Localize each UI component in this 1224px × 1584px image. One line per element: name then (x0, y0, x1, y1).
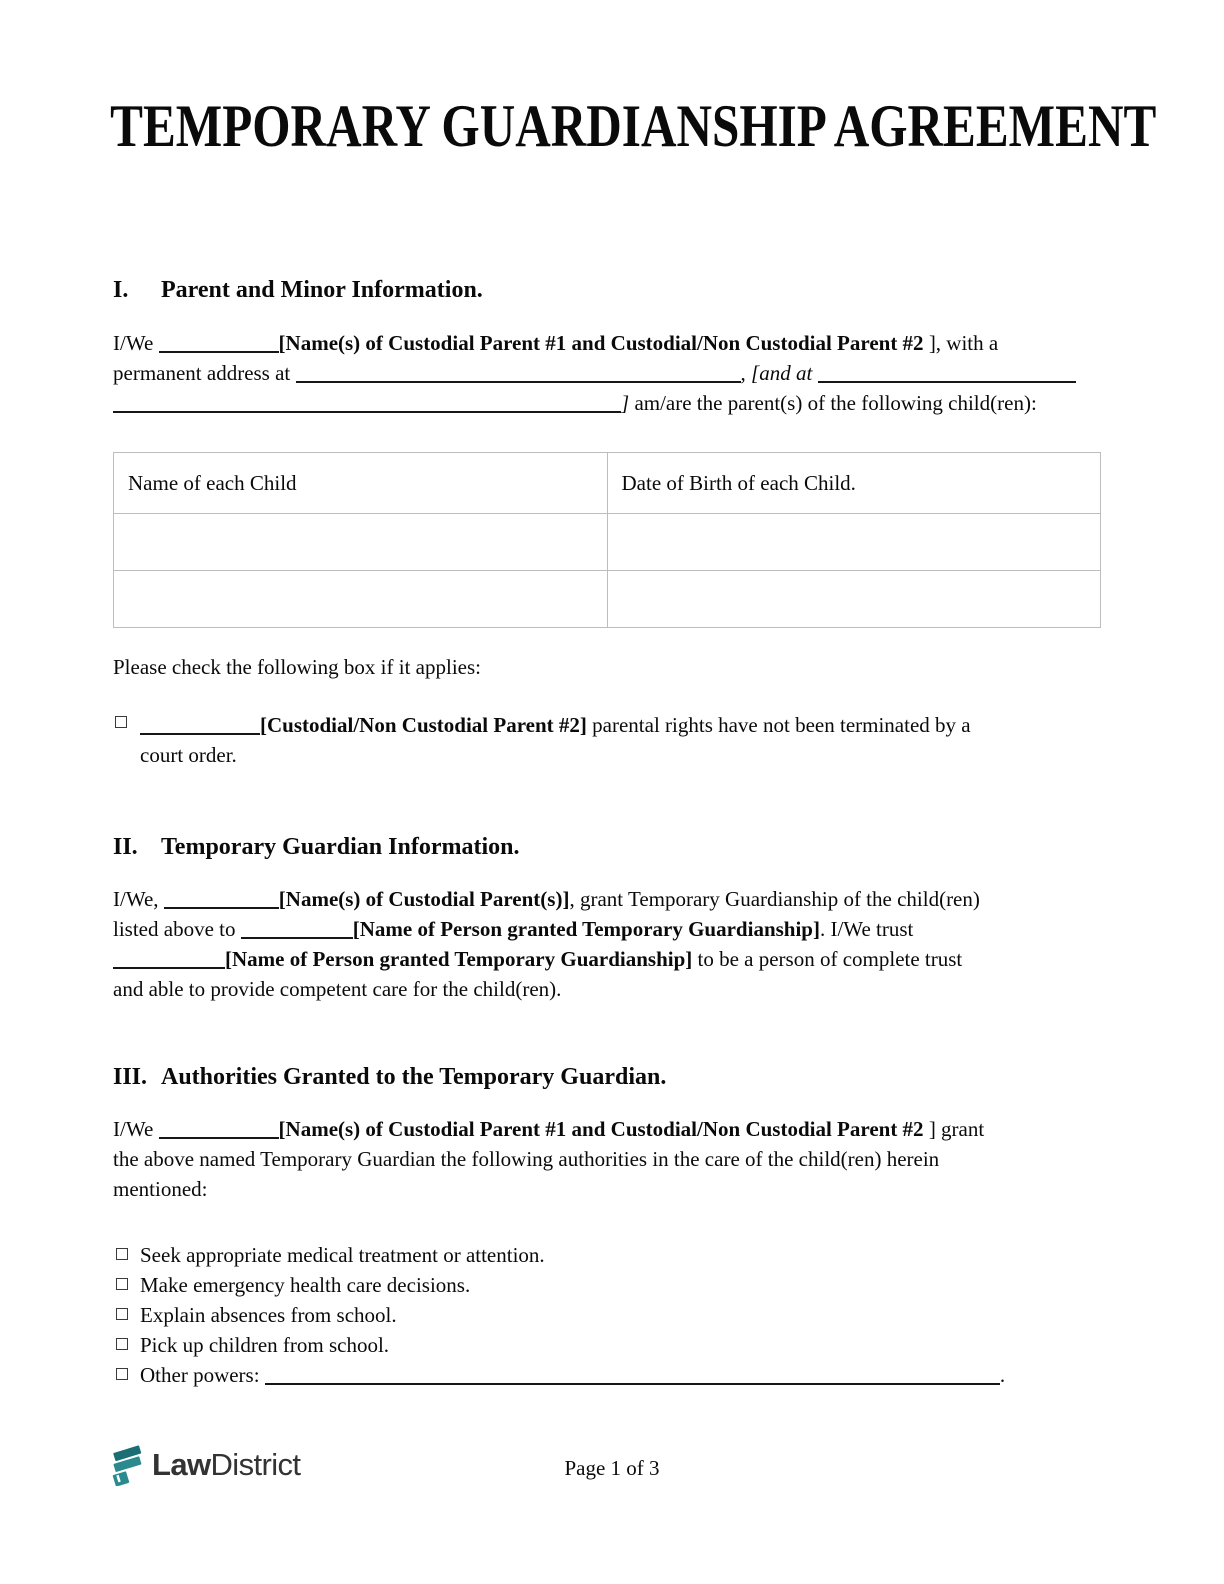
section-2-heading (113, 834, 519, 861)
fill-in-blank (265, 1367, 1000, 1385)
text-line (140, 740, 971, 770)
section-2-number: II. (113, 834, 138, 860)
section-1-heading (113, 277, 483, 304)
text-line (140, 1270, 1005, 1300)
text-line (113, 358, 1076, 388)
checkbox-icon[interactable] (116, 1278, 128, 1290)
text-segment: [Name of Person granted Temporary Guardianship] (352, 917, 820, 941)
checkbox-icon[interactable] (116, 1338, 128, 1350)
text-line (113, 328, 1076, 358)
logo-law-text: Law (152, 1447, 211, 1482)
section-2-paragraph (113, 884, 980, 1004)
fill-in-blank (296, 365, 741, 383)
document-title: TEMPORARY GUARDIANSHIP AGREEMENT (110, 93, 1157, 159)
section-1-paragraph (113, 328, 1076, 418)
text-line (113, 944, 980, 974)
text-line (140, 1360, 1005, 1390)
text-segment: court order. (140, 743, 237, 767)
text-line (113, 1114, 984, 1144)
text-segment: . (999, 1363, 1006, 1387)
text-segment: Make emergency health care decisions. (140, 1273, 471, 1297)
text-segment: [Name(s) of Custodial Parent(s)] (278, 887, 570, 911)
checkbox-prompt: Please check the following box if it applies: (113, 655, 481, 679)
table-cell[interactable] (114, 514, 608, 571)
page-number: Page 1 of 3 (564, 1456, 660, 1480)
section-1-title: Parent and Minor Information. (161, 277, 483, 303)
text-segment: Pick up children from school. (140, 1333, 390, 1357)
text-line (113, 1144, 984, 1174)
text-segment: [Custodial/Non Custodial Parent #2] (260, 713, 587, 737)
authorities-checklist (113, 1240, 1005, 1390)
text-segment: Seek appropriate medical treatment or attention. (140, 1243, 545, 1267)
text-line (113, 388, 1076, 418)
checklist-item (113, 1330, 1005, 1360)
checkbox-icon[interactable] (116, 1248, 128, 1260)
fill-in-blank (140, 717, 260, 735)
text-segment: [and at (751, 361, 818, 385)
text-segment: . I/We trust (819, 917, 914, 941)
children-table (113, 452, 1101, 628)
table-header-cell: Date of Birth of each Child. (607, 453, 1101, 514)
text-segment: I/We, (113, 887, 164, 911)
section-3-paragraph (113, 1114, 984, 1204)
table-row (114, 571, 1101, 628)
section-1-number: I. (113, 277, 129, 303)
fill-in-blank (241, 921, 353, 939)
table-row (114, 514, 1101, 571)
table-cell[interactable] (607, 514, 1101, 571)
text-segment: and able to provide competent care for the child(ren). (113, 977, 562, 1001)
table-header-cell: Name of each Child (114, 453, 608, 514)
text-segment: , grant Temporary Guardianship of the child(ren) (569, 887, 980, 911)
text-segment: , (740, 361, 752, 385)
checkbox-icon[interactable] (116, 1368, 128, 1380)
text-segment: the above named Temporary Guardian the following authorities in the care of the child(ren) herein (113, 1147, 940, 1171)
checklist-item (113, 1360, 1005, 1390)
text-segment: I/We (113, 1117, 159, 1141)
fill-in-blank (159, 1121, 279, 1139)
text-segment: [Name(s) of Custodial Parent #1 and Custodial/Non Custodial Parent #2 (278, 1117, 924, 1141)
text-segment: ] (621, 391, 630, 415)
checklist-item (113, 1240, 1005, 1270)
fill-in-blank (113, 951, 225, 969)
text-segment: parental rights have not been terminated by a (586, 713, 971, 737)
text-segment: ], with a (923, 331, 999, 355)
text-line (140, 1300, 1005, 1330)
text-line (113, 884, 980, 914)
parental-rights-checkbox-item (113, 710, 971, 770)
parental-rights-checkbox-text (140, 710, 971, 770)
section-3-number: III. (113, 1064, 148, 1090)
text-line (113, 914, 980, 944)
checklist-item (113, 1300, 1005, 1330)
text-line (140, 1240, 1005, 1270)
text-segment: permanent address at (113, 361, 296, 385)
text-segment: listed above to (113, 917, 241, 941)
text-segment: to be a person of complete trust (692, 947, 963, 971)
children-table-header-row (114, 453, 1101, 514)
text-line (113, 1174, 984, 1204)
fill-in-blank (164, 891, 279, 909)
text-segment: Explain absences from school. (140, 1303, 397, 1327)
text-line (113, 974, 980, 1004)
text-segment: mentioned: (113, 1177, 208, 1201)
checklist-item (113, 1270, 1005, 1300)
section-2-title: Temporary Guardian Information. (161, 834, 520, 860)
table-cell[interactable] (607, 571, 1101, 628)
checkbox-icon[interactable] (116, 1308, 128, 1320)
logo-district-text: District (210, 1447, 301, 1482)
section-3-heading (113, 1064, 666, 1091)
fill-in-blank (818, 365, 1076, 383)
table-cell[interactable] (114, 571, 608, 628)
text-segment: I/We (113, 331, 159, 355)
fill-in-blank (159, 335, 279, 353)
text-line (140, 1330, 1005, 1360)
text-segment: [Name(s) of Custodial Parent #1 and Custodial/Non Custodial Parent #2 (278, 331, 924, 355)
text-segment: [Name of Person granted Temporary Guardianship] (225, 947, 693, 971)
checkbox-icon[interactable] (115, 716, 127, 728)
text-segment: Other powers: (140, 1363, 265, 1387)
text-segment: am/are the parent(s) of the following child(ren): (629, 391, 1037, 415)
section-3-title: Authorities Granted to the Temporary Guardian. (161, 1064, 667, 1090)
fill-in-blank (113, 395, 621, 413)
text-segment: ] grant (923, 1117, 985, 1141)
text-line (140, 710, 971, 740)
